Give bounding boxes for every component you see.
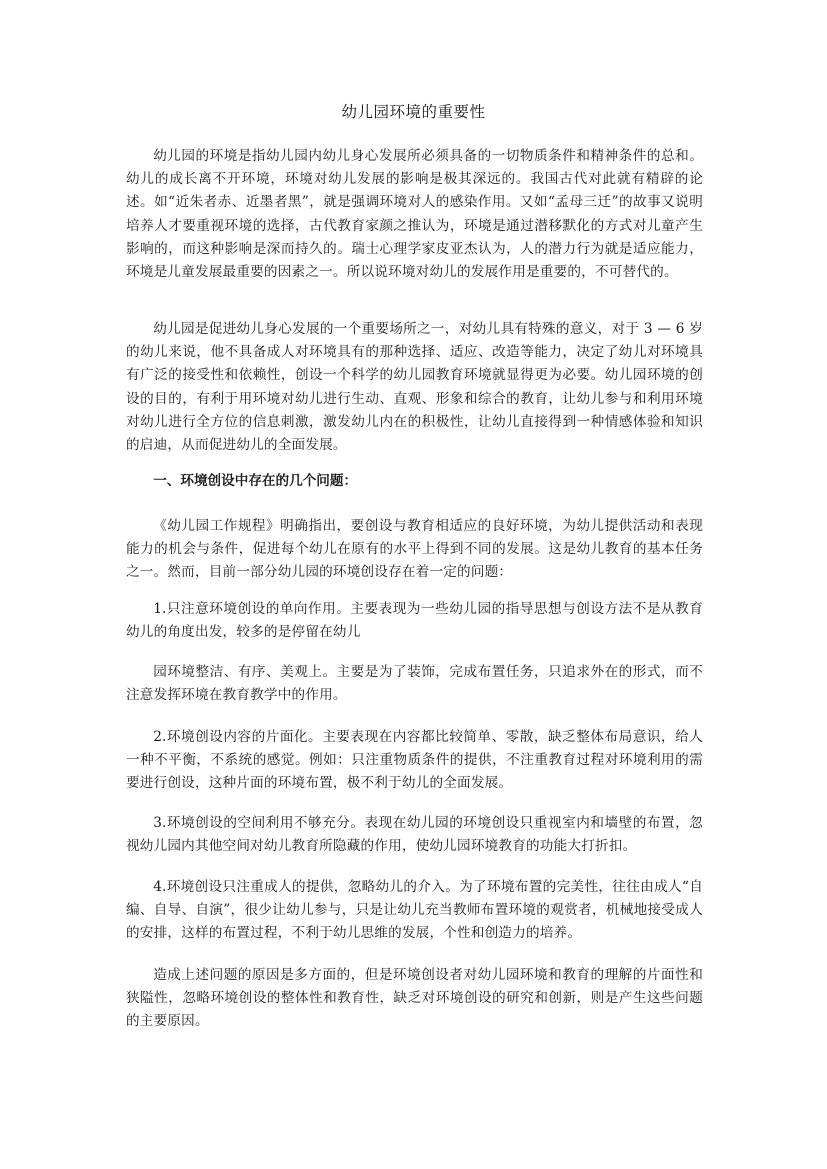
paragraph-causes: 造成上述问题的原因是多方面的，但是环境创设者对幼儿园环境和教育的理解的片面性和狭隘性，忽略环境创设的整体性和教育性，缺乏对环境创设的研究和创新，则是产生这些问题的主要原因。 xyxy=(126,967,703,1030)
document-title: 幼儿园环境的重要性 xyxy=(341,103,486,121)
paragraph-problem-4: 4.环境创设只注重成人的提供，忽略幼儿的介入。为了环境布置的完美性，往往由成人“自编、自导、自演”，很少让幼儿参与，只是让幼儿充当教师布置环境的观赏者，机械地接受成人的安排，这样的布置过程，不利于幼儿思维的发展，个性和创造力的培养。 xyxy=(126,879,703,942)
paragraph-problem-1: 1.只注意环境创设的单向作用。主要表现为一些幼儿园的指导思想与创设方法不是从教育幼儿的角度出发，较多的是停留在幼儿 xyxy=(126,601,703,641)
paragraph-regulations: 《幼儿园工作规程》明确指出，要创设与教育相适应的良好环境，为幼儿提供活动和表现能力的机会与条件，促进每个幼儿在原有的水平上得到不同的发展。这是幼儿教育的基本任务之一。然而，目前一部分幼儿园的环境创设存在着一定的问题： xyxy=(126,518,703,581)
paragraph-problem-3: 3.环境创设的空间利用不够充分。表现在幼儿园的环境创设只重视室内和墙壁的布置，忽视幼儿园内其他空间对幼儿教育所隐藏的作用，使幼儿园环境教育的功能大打折扣。 xyxy=(126,815,703,855)
section-heading: 一、环境创设中存在的几个问题： xyxy=(153,473,358,489)
paragraph-problem-1-continued: 园环境整洁、有序、美观上。主要是为了装饰，完成布置任务，只追求外在的形式，而不注意发挥环境在教育教学中的作用。 xyxy=(126,664,703,704)
paragraph-problem-2: 2.环境创设内容的片面化。主要表现在内容都比较简单、零散，缺乏整体布局意识，给人一种不平衡，不系统的感觉。例如：只注重物质条件的提供，不注重教育过程对环境利用的需要进行创设，这种片面的环境布置，极不利于幼儿的全面发展。 xyxy=(126,729,703,792)
paragraph-definition: 幼儿园的环境是指幼儿园内幼儿身心发展所必须具备的一切物质条件和精神条件的总和。幼儿的成长离不开环境，环境对幼儿发展的影响是极其深远的。我国古代对此就有精辟的论述。如“近朱者赤、近墨者黑”，就是强调环境对人的感染作用。又如“孟母三迁”的故事又说明培养人才要重视环境的选择，古代教育家颜之推认为，环境是通过潜移默化的方式对儿童产生影响的，而这种影响是深而持久的。瑞士心理学家皮亚杰认为，人的潜力行为就是适应能力，环境是儿童发展最重要的因素之一。所以说环境对幼儿的发展作用是重要的，不可替代的。 xyxy=(126,148,703,281)
paragraph-importance: 幼儿园是促进幼儿身心发展的一个重要场所之一，对幼儿具有特殊的意义，对于 3 — 6 岁的幼儿来说，他不具备成人对环境具有的那种选择、适应、改造等能力，决定了幼儿对环境具有广泛的接受性和依赖性，创设一个科学的幼儿园教育环境就显得更为必要。幼儿园环境的创设的目的，有利于用环境对幼儿进行生动、直观、形象和综合的教育，让幼儿参与和利用环境对幼儿进行全方位的信息刺激，激发幼儿内在的积极性，让幼儿直接得到一种情感体验和知识的启迪，从而促进幼儿的全面发展。 xyxy=(126,321,703,454)
